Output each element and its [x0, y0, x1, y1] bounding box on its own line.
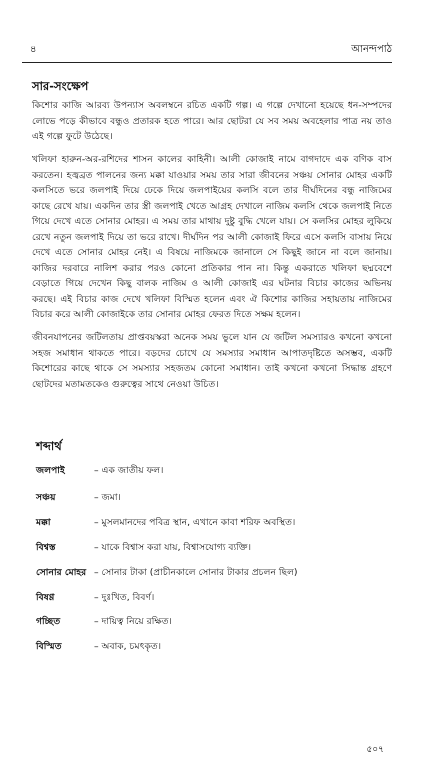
- glossary-entry: [36, 590, 392, 608]
- summary-title: সার-সংক্ষেপ: [32, 79, 89, 93]
- glossary-entry: [36, 614, 392, 632]
- glossary-definition: – অবাক, চমৎকৃত।: [94, 641, 162, 652]
- header-divider: [22, 62, 392, 63]
- summary-paragraph: কিশোর কাজি আরব্য উপন্যাস অবলম্বনে রচিত একটি গল্প। এ গল্পে দেখানো হয়েছে ধন-সম্পদের লোভে পড়ে কীভাবে বন্ধুও প্রতারক হতে পারে। আর ছোটরা যে সব সময় অবহেলার পাত্র নয় তাও এই গল্পে ফুটে উঠেছে।: [32, 100, 392, 142]
- glossary-entry: [36, 463, 392, 481]
- glossary-definition: – দুঃখিত, বিবর্ণ।: [94, 592, 155, 603]
- glossary-entry: [36, 490, 392, 508]
- glossary-entry: [36, 540, 392, 558]
- running-head: আনন্দপাঠ: [351, 44, 392, 55]
- glossary-definition: – জমা।: [94, 492, 121, 503]
- glossary-definition: – এক জাতীয় ফল।: [94, 465, 164, 476]
- glossary-entry: [36, 639, 392, 657]
- footer-page-code: ৫০৭: [366, 745, 384, 755]
- glossary-title: শব্দার্থ: [36, 439, 62, 453]
- summary-paragraph: খলিফা হারুন-অর-রশিদের শাসন কালের কাহিনী। আলী কোজাই নামে বাগদাদে এক বণিক বাস করতেন। হজ্বব্রত পালনের জন্য মক্কা যাওয়ার সময় তার সারা জীবনের সঞ্চয় সোনার মোহর একটি কলসিতে ভরে জলপাই দিয়ে ঢেকে দিয়ে জলপাইয়ের কলসি বলে তার দীর্ঘদিনের বন্ধু নাজিমের কাছে রেখে যায়। একদিন তার স্ত্রী জলপাই খেতে আগ্রহ দেখালে নাজিম কলসি থেকে জলপাই নিতে গিয়ে দেখে এতে সোনার মোহর। এ সময় তার মাথায় দুষ্টু বুদ্ধি খেলে যায়। সে কলসির মোহর লুকিয়ে রেখে নতুন জলপাই দিয়ে তা ভরে রাখে। দীর্ঘদিন পর আলী কোজাই ফিরে এসে কলসি বাসায় নিয়ে দেখে এতে সোনার মোহর নেই। এ বিষয়ে নাজিমকে জানালে সে কিছুই জানে না বলে জানায়। কাজির দরবারে নালিশ করার পরও কোনো প্রতিকার পান না। কিন্তু একরাতে খলিফা ছদ্মবেশে বেড়াতে গিয়ে দেখেন কিছু বালক নাজিম ও আলী কোজাই এর ঘটনার বিচার কাজের অভিনয় করছে। এই বিচার কাজ দেখে খলিফা বিস্মিত হলেন এবং ঐ কিশোর কাজির সহায়তায় নাজিমের বিচার করে আলী কোজাইকে তার সোনার মোহর ফেরত দিতে সক্ষম হলেন।: [32, 154, 392, 320]
- glossary-term: বিস্মিত: [36, 641, 62, 652]
- glossary-definition: – যাকে বিশ্বাস করা যায়, বিশ্বাসযোগ্য ব্যক্তি।: [94, 542, 252, 553]
- page-number: ৪: [30, 44, 37, 55]
- glossary-term: মক্কা: [36, 517, 51, 528]
- glossary-term: জলপাই: [36, 465, 65, 476]
- glossary-definition: – দায়িত্ব নিয়ে রক্ষিত।: [94, 616, 172, 627]
- summary-paragraph: জীবনযাপনের জটিলতায় প্রাপ্তবয়স্করা অনেক সময় ভুলে যান যে জটিল সমস্যারও কখনো কখনো সহজ সমাধান থাকতে পারে। বড়দের চোখে যে সমস্যার সমাধান আপাতদৃষ্টিতে অসম্ভব, একটি কিশোরের কাছে থাকে সে সমস্যার সহজতম কোনো সমাধান। তাই কখনো কখনো সিদ্ধান্ত গ্রহণে ছোটদের মতামতকেও গুরুত্বের সাথে নেওয়া উচিত।: [32, 332, 392, 390]
- glossary-definition: – মুসলমানদের পবিত্র স্থান, এখানে কাবা শরিফ অবস্থিত।: [94, 517, 296, 528]
- glossary-term: গচ্ছিত: [36, 616, 61, 627]
- glossary-term: বিশ্বস্ত: [36, 542, 56, 553]
- glossary-definition: – সোনার টাকা (প্রাচীনকালে সোনার টাকার প্রচলন ছিল): [94, 567, 298, 578]
- glossary-term: বিষণ্ণ: [36, 592, 55, 603]
- glossary-entry: [36, 515, 392, 533]
- glossary-term: সোনার মোহর: [36, 567, 87, 578]
- glossary-term: সঞ্চয়: [36, 492, 56, 503]
- page-header: [22, 42, 392, 56]
- glossary-entry: [36, 565, 392, 583]
